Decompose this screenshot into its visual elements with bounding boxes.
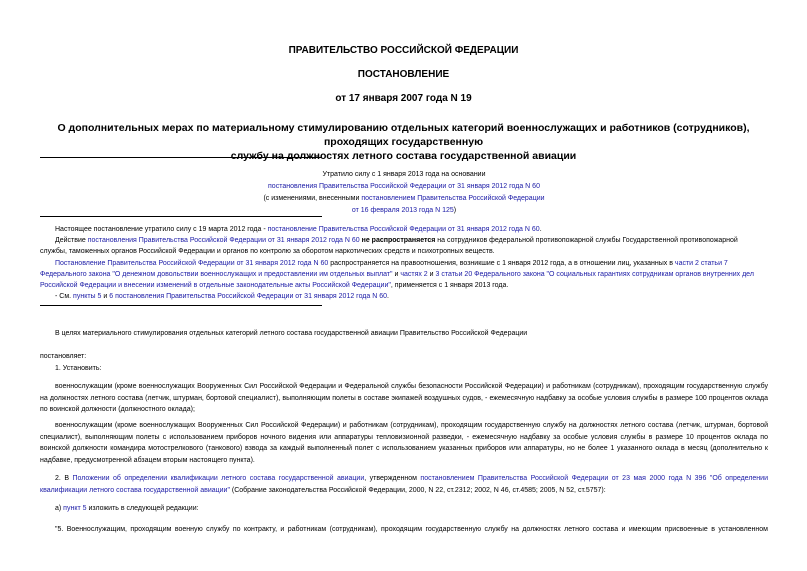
editorial-p3-link-law-pay[interactable]: Федерального закона "О денежном довольствии военнослужащих и предоставлении им отдельных выплат" (40, 271, 393, 278)
status-note-line: Утратило силу с 1 января 2013 года на основании (322, 171, 486, 178)
status-note-link-decree-60[interactable]: постановления Правительства Российской Федерации от 31 января 2012 года N 60 (268, 183, 540, 190)
status-note-amend-line: (с изменениями, внесенными постановлением Правительства Российской Федерации (263, 195, 545, 202)
editorial-p3: Постановление Правительства Российской Федерации от 31 января 2012 года N 60 распространяется на правоотношения, возникшие с 1 января 2012 года, а в отношении лиц, указанных в части 2 статьи 7 (55, 260, 728, 267)
header-doc-type: ПОСТАНОВЛЕНИЕ (357, 69, 450, 80)
editorial-p3-link-decree[interactable]: Постановление Правительства Российской Федерации от 31 января 2012 года N 60 (55, 260, 329, 267)
editorial-p4-link-decree[interactable]: 6 постановления Правительства Российской Федерации от 31 января 2012 года N 60 (109, 293, 388, 300)
body-decrees: постановляет: (40, 353, 87, 360)
body-item2: 2. В Положении об определении квалификации летного состава государственной авиации, утвержденном постановлением Правительства Российской Федерации от 23 мая 2000 года N 396 "Об определении квалификации летного состава государственной авиации" (Собрание законодательства Российской Федерации, 2000, N 22, ст.2312; 2002, N 46, ст.4585; 2005, N 52, ст.5757): (40, 475, 768, 494)
status-note-link-decree-125[interactable]: постановлением Правительства Российской Федерации (361, 195, 545, 202)
document-title-line2: службу на должностях летного состава государственной авиации (230, 150, 577, 162)
editorial-p2: Действие постановления Правительства Российской Федерации от 31 января 2012 года N 60 не распространяется на сотрудников федеральной противопожарной службы Государственной противопожарной (55, 237, 738, 244)
editorial-p1: Настоящее постановление утратило силу с 19 марта 2012 года - постановление Правительства Российской Федерации от 31 января 2012 года N 60. (55, 226, 542, 233)
document-title-line1: О дополнительных мерах по материальному стимулированию отдельных категорий военнослужащих и работников (сотрудников), проходящих государственную (57, 122, 750, 148)
editorial-p2-cont: службы, таможенных органов Российской Федерации и органов по контролю за оборотом наркотических средств и психотропных веществ. (40, 248, 495, 255)
header-date-number: от 17 января 2007 года N 19 (335, 93, 472, 104)
editorial-p4: - См. пункты 5 и 6 постановления Правительства Российской Федерации от 31 января 2012 года N 60. (55, 293, 389, 300)
sub-a-link-item5[interactable]: пункт 5 (63, 505, 87, 512)
separator-line (40, 216, 322, 217)
editorial-p4-link-items[interactable]: пункты 5 (73, 293, 102, 300)
body-para-a: военнослужащим (кроме военнослужащих Вооруженных Сил Российской Федерации и Федеральной службы безопасности Российской Федерации) и работникам (сотрудникам), проходящим государственную службу на должностях летного состава (летчик, штурман, бортовой специалист), выполняющим полеты в составе экипажей воздушных судов, - ежемесячную надбавку за особые условия службы в размере 100 процентов оклада по воинской должности (должностного оклада); (40, 383, 768, 413)
status-note-link-date-125[interactable]: от 16 февраля 2013 года N 125 (351, 207, 454, 214)
item2-link-regulation[interactable]: Положении об определении квалификации летного состава государственной авиации (72, 475, 365, 482)
body-para-b: военнослужащим (кроме военнослужащих Вооруженных Сил Российской Федерации) и работникам (сотрудникам), проходящим государственную службу на должностях летного состава (летчик, штурман, бортовой специалист), выполняющим полеты с использованием приборов ночного видения или аппаратуры тепловизионной разведки, - ежемесячную надбавку за особые условия службы в размере 10 процентов оклада по воинской должности командира мотострелкового (танкового) взвода за каждый выполненный полет с использованием указанных приборов или аппаратуры, но не более 1 указанного оклада в месяц (дополнительно к надбавке, предусмотренной абзацем вторым настоящего пункта). (40, 422, 768, 464)
body-intro: В целях материального стимулирования отдельных категорий летного состава государственной авиации Правительство Российской Федерации (55, 330, 528, 337)
editorial-p3-link-article20[interactable]: 3 статьи 20 Федерального закона "О социальных гарантиях сотрудникам органов внутренних дел (435, 271, 754, 278)
editorial-p3-link-article7[interactable]: части 2 статьи 7 (674, 260, 728, 267)
editorial-p3-cont2: Российской Федерации и внесении изменений в отдельные законодательные акты Российской Федерации", применяется с 1 января 2013 года. (40, 282, 509, 289)
editorial-p3-link-part2[interactable]: частях 2 (400, 271, 428, 278)
body-sub-a: а) пункт 5 изложить в следующей редакции: (55, 505, 199, 512)
body-item1: 1. Установить: (55, 365, 102, 372)
body-quote-start: "5. Военнослужащим, проходящим военную службу по контракту, и работникам (сотрудникам), проходящим государственную службу на должностях летного состава и имеющим присвоенные в установленном (55, 526, 768, 533)
editorial-p2-link[interactable]: постановления Правительства Российской Федерации от 31 января 2012 года N 60 (87, 237, 360, 244)
header-government: ПРАВИТЕЛЬСТВО РОССИЙСКОЙ ФЕДЕРАЦИИ (288, 45, 519, 56)
editorial-p1-link[interactable]: постановление Правительства Российской Федерации от 31 января 2012 года N 60 (267, 226, 540, 233)
item2-link-decree-396[interactable]: постановлением Правительства Российской Федерации от 23 мая 2000 года N 396 "Об определении квалификации летного состава государственной авиации" (40, 475, 768, 494)
separator-line (40, 305, 322, 306)
editorial-p3-link-law-amend[interactable]: Российской Федерации и внесении изменений в отдельные законодательные акты Российской Федерации" (40, 282, 391, 289)
editorial-p3-cont: Федерального закона "О денежном довольствии военнослужащих и предоставлении им отдельных выплат" и частях 2 и 3 статьи 20 Федерального закона "О социальных гарантиях сотрудникам органов внутренних дел (40, 271, 754, 278)
status-note: Утратило силу с 1 января 2013 года на основании постановления Правительства Российской Федерации от 31 января 2012 года N 60 (с изменениями, внесенными постановлением Правительства Российской Федерации от 16 февраля 2013 года N 125) (225, 169, 583, 217)
separator-line (40, 157, 322, 158)
